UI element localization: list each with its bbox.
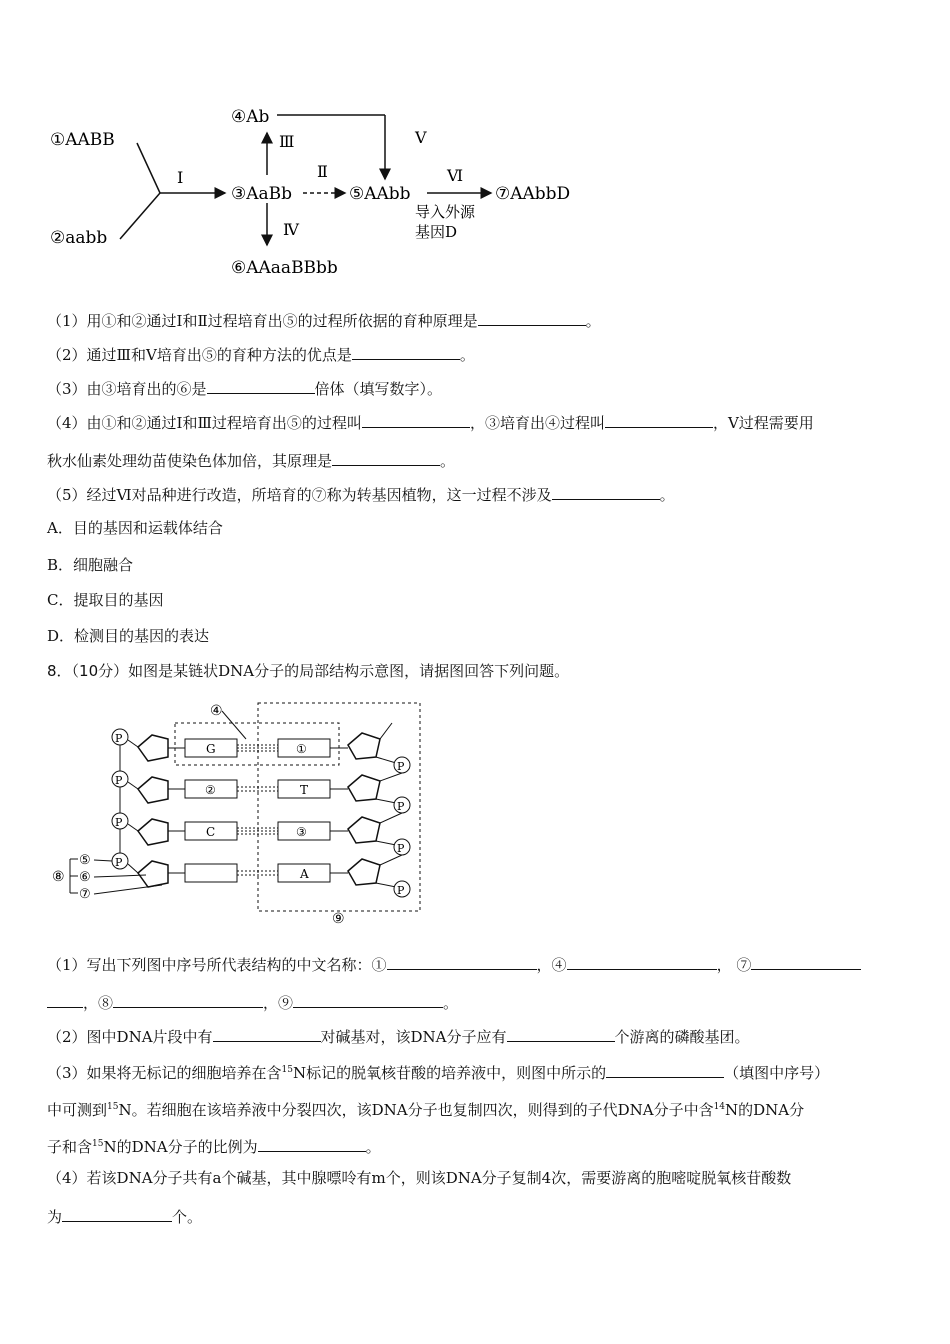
answer-blank[interactable] — [567, 953, 717, 970]
right-nucleotide-row — [278, 855, 410, 897]
answer-blank[interactable] — [606, 1061, 724, 1078]
q8-part4-cont: 为 个。 — [47, 1205, 202, 1228]
process-3-label: Ⅲ — [279, 132, 295, 151]
label-7: ⑦ — [79, 887, 91, 902]
process-6-label: Ⅵ — [447, 166, 464, 185]
q7-part3: （3）由③培育出的⑥是 倍体（填写数字）。 — [47, 377, 442, 400]
answer-blank[interactable] — [605, 411, 713, 428]
left-base-1: G — [206, 742, 216, 756]
q8-part4: （4）若该DNA分子共有a个碱基，其中腺嘌呤有m个，则该DNA分子复制4次，需要游离的胞嘧啶脱氧核苷酸数 — [47, 1169, 792, 1187]
process-5-label: Ⅴ — [415, 128, 427, 147]
answer-blank[interactable] — [113, 991, 263, 1008]
answer-blank[interactable] — [207, 377, 315, 394]
genotype-4: ④Ab — [231, 107, 270, 127]
q7-part1: （1）用①和②通过Ⅰ和Ⅱ过程培育出⑤的过程所依据的育种原理是 。 — [47, 309, 601, 332]
q8-part2: （2）图中DNA片段中有 对碱基对，该DNA分子应有 个游离的磷酸基团。 — [47, 1025, 750, 1048]
right-base-1: ① — [296, 742, 307, 756]
q8-heading: 8．（10分）如图是某链状DNA分子的局部结构示意图，请据图回答下列问题。 — [47, 662, 570, 680]
genotype-1: ①AABB — [50, 130, 115, 150]
genotype-7: ⑦AAbbD — [495, 184, 571, 204]
q7-part4-cont: 秋水仙素处理幼苗使染色体加倍，其原理是 。 — [47, 449, 455, 472]
q7-part4: （4）由①和②通过Ⅰ和Ⅲ过程培育出⑤的过程叫 ，③培育出④过程叫 ，Ⅴ过程需要用 — [47, 411, 814, 434]
option-c[interactable]: C．提取目的基因 — [47, 591, 164, 609]
q7-part5: （5）经过Ⅵ对品种进行改造，所培育的⑦称为转基因植物，这一过程不涉及 。 — [47, 483, 675, 506]
genotype-5: ⑤AAbb — [349, 184, 411, 204]
phosphate-label: P — [397, 760, 405, 773]
genotype-2: ②aabb — [50, 228, 108, 248]
right-base-2: T — [300, 783, 309, 797]
phosphate-label: P — [115, 732, 123, 745]
answer-blank[interactable] — [213, 1025, 321, 1042]
phosphate-label: P — [115, 774, 123, 787]
right-base-3: ③ — [296, 825, 307, 839]
phosphate-label: P — [397, 842, 405, 855]
answer-blank[interactable] — [47, 991, 83, 1008]
label-9: ⑨ — [332, 911, 345, 925]
label-8: ⑧ — [52, 869, 65, 885]
option-a[interactable]: A．目的基因和运载体结合 — [47, 519, 223, 537]
q8-part3: （3）如果将无标记的细胞培养在含$^{15}$N标记的脱氧核苷酸的培养液中，则图中所示的 （填图中序号） — [47, 1059, 829, 1084]
q8-part3-cont2: 子和含$^{15}$N的DNA分子的比例为 。 — [47, 1133, 381, 1158]
answer-blank[interactable] — [478, 309, 586, 326]
label-5: ⑤ — [79, 853, 91, 868]
answer-blank[interactable] — [362, 411, 470, 428]
genotype-3: ③AaBb — [231, 184, 293, 204]
q8-part3-cont1: 中可测到$^{15}$N。若细胞在该培养液中分裂四次，该DNA分子也复制四次，则得到的子代DNA分子中含$^{14}$N的DNA分 — [47, 1101, 805, 1119]
phosphate-label: P — [115, 856, 123, 869]
phosphate-label: P — [115, 816, 123, 829]
answer-blank[interactable] — [552, 483, 660, 500]
answer-blank[interactable] — [751, 953, 861, 970]
answer-blank[interactable] — [293, 991, 443, 1008]
option-b[interactable]: B．细胞融合 — [47, 556, 134, 574]
right-nucleotide-row — [278, 773, 410, 813]
answer-blank[interactable] — [352, 343, 460, 360]
answer-blank[interactable] — [258, 1135, 366, 1152]
q8-part1: （1）写出下列图中序号所代表结构的中文名称：① ，④ ， ⑦ — [47, 953, 861, 976]
right-nucleotide-row — [278, 813, 410, 855]
process-4-label: Ⅳ — [283, 220, 299, 239]
genotype-6: ⑥AAaaBBbb — [231, 258, 338, 278]
left-base-2: ② — [205, 783, 216, 797]
answer-blank[interactable] — [332, 449, 440, 466]
label-4: ④ — [210, 703, 223, 719]
answer-blank[interactable] — [387, 953, 537, 970]
q7-part2: （2）通过Ⅲ和Ⅴ培育出⑤的育种方法的优点是 。 — [47, 343, 475, 366]
phosphate-label: P — [397, 800, 405, 813]
transgene-note-1: 导入外源 — [415, 203, 476, 221]
left-base-3: C — [206, 825, 216, 839]
right-base-4: A — [300, 867, 309, 881]
q8-part1-cont: ，⑧ ，⑨ 。 — [47, 991, 458, 1014]
option-d[interactable]: D．检测目的基因的表达 — [47, 627, 210, 645]
dna-structure-diagram — [50, 695, 430, 925]
answer-blank[interactable] — [507, 1025, 615, 1042]
breeding-diagram — [45, 95, 605, 285]
process-1-label: Ⅰ — [177, 168, 184, 187]
label-6: ⑥ — [79, 870, 91, 885]
answer-blank[interactable] — [62, 1205, 172, 1222]
phosphate-label: P — [397, 884, 405, 897]
transgene-note-2: 基因D — [415, 223, 458, 241]
process-2-label: Ⅱ — [317, 162, 328, 181]
